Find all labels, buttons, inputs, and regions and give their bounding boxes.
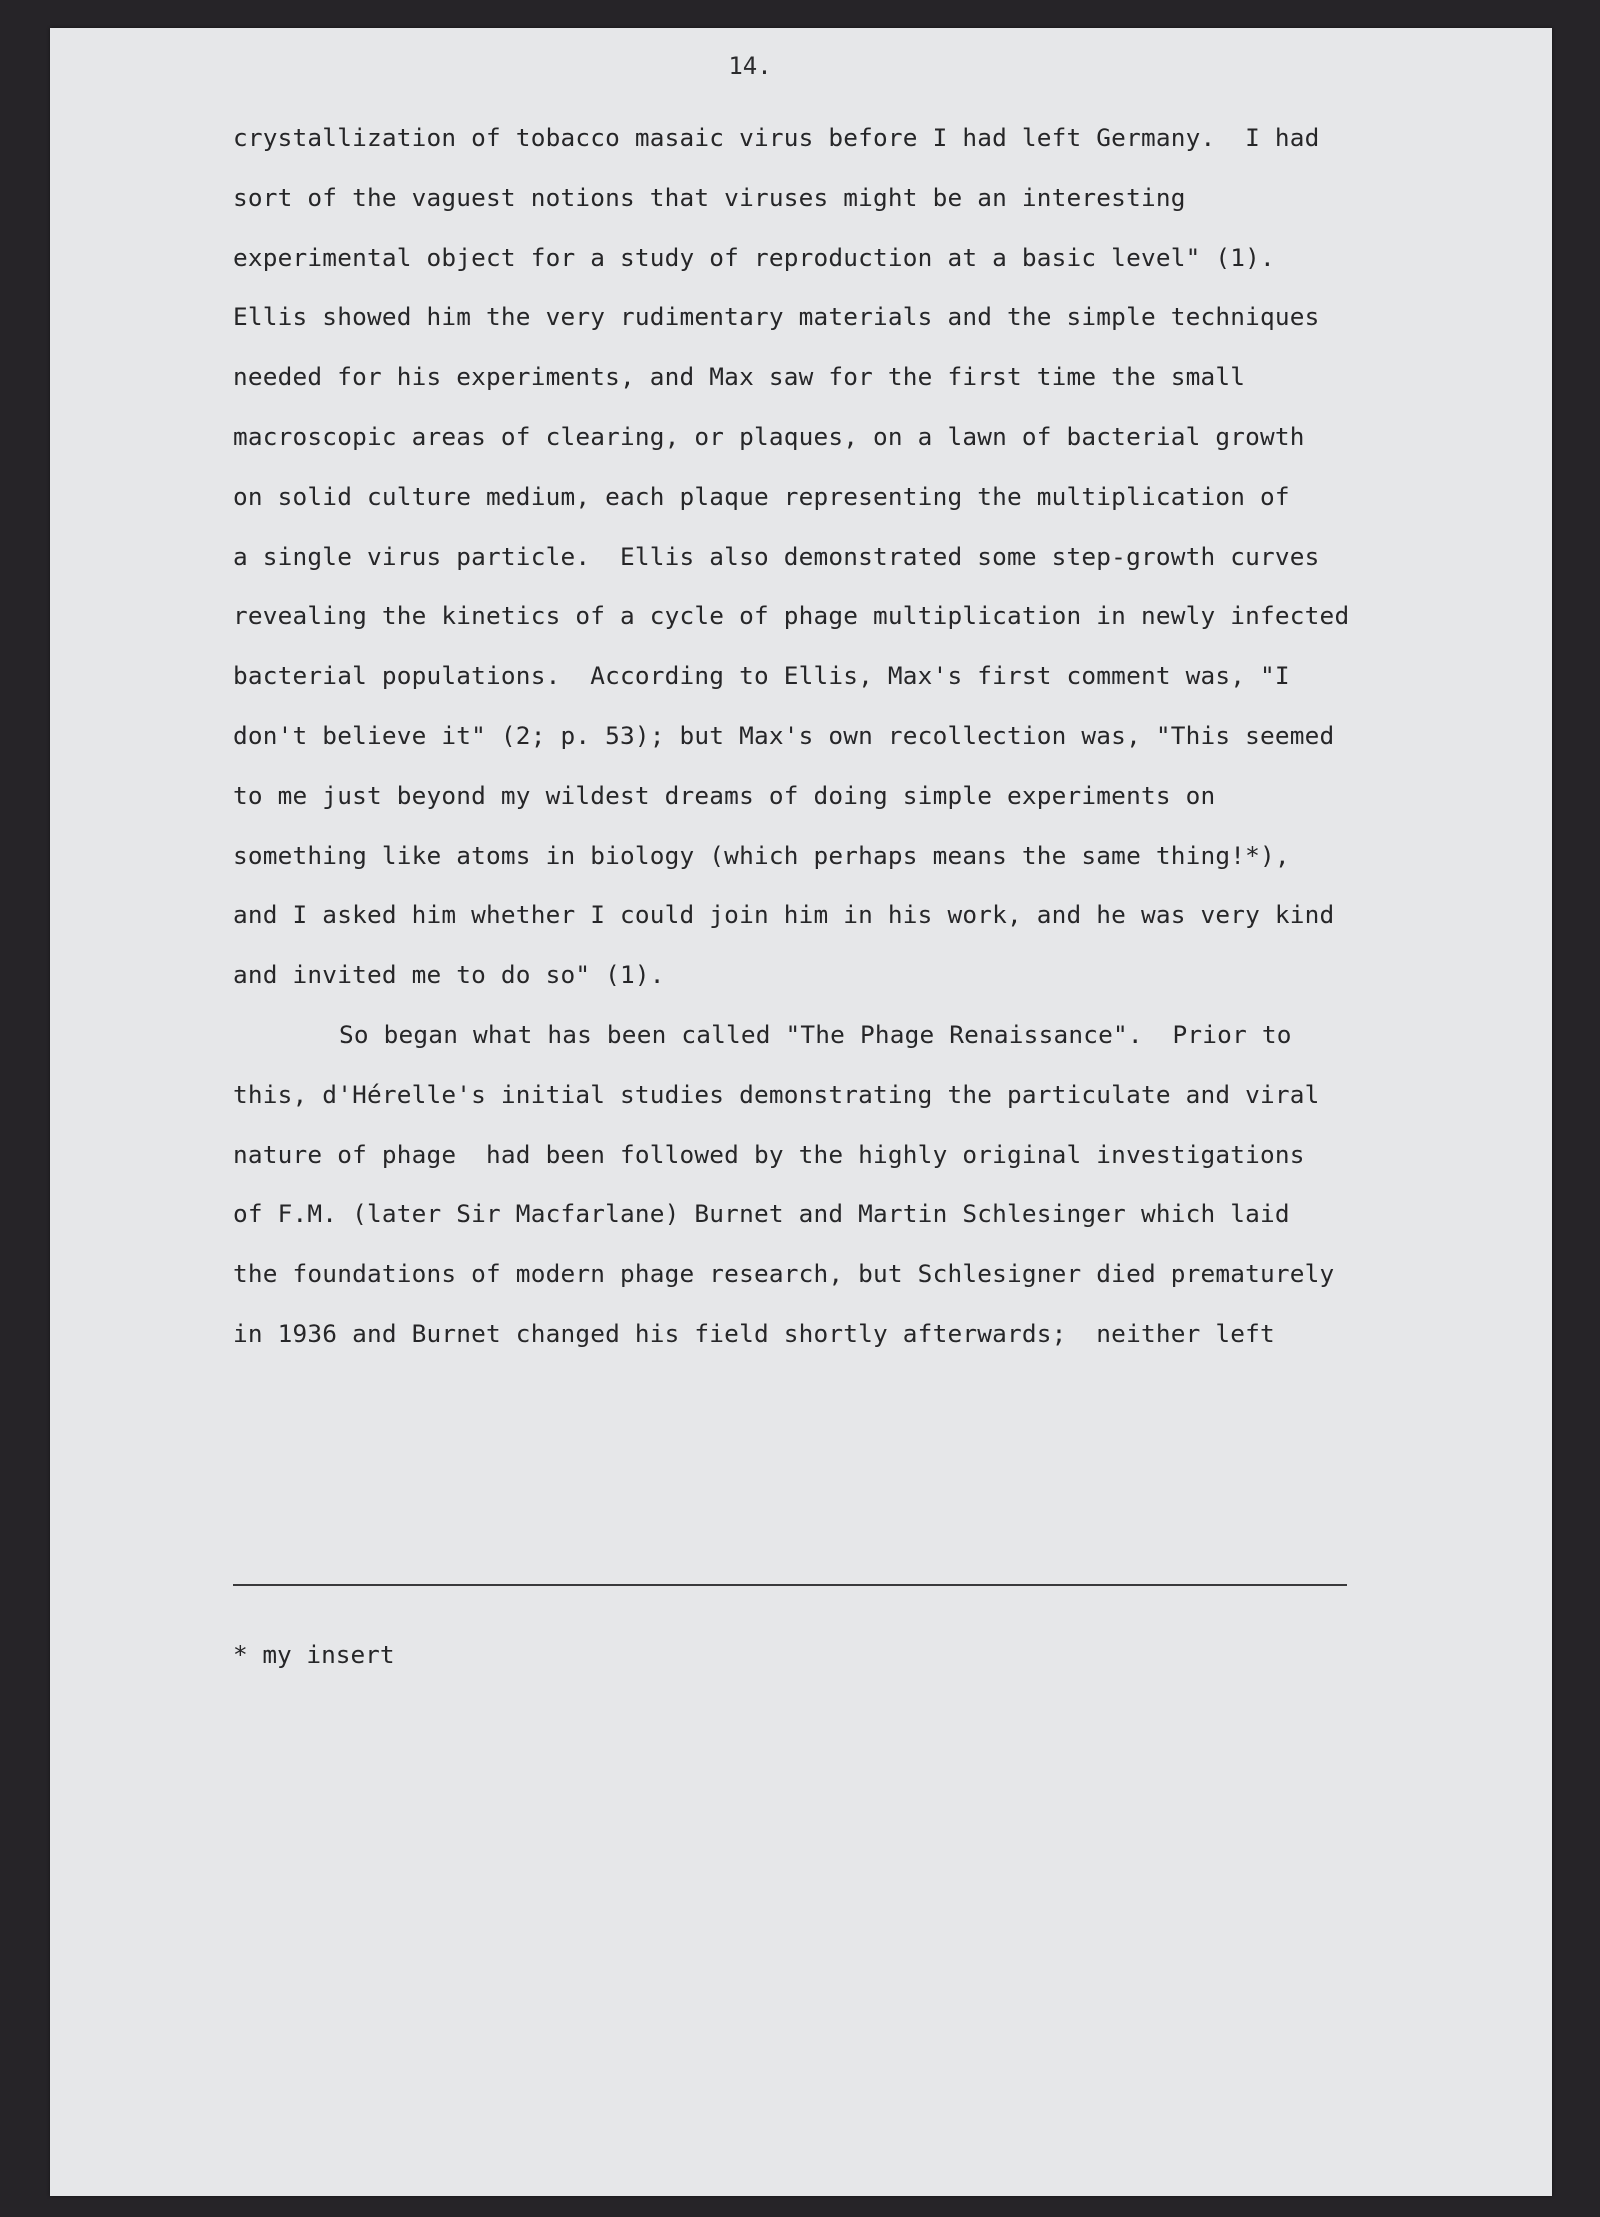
text-line: to me just beyond my wildest dreams of doing simple experiments on: [233, 780, 1216, 810]
text-line: macroscopic areas of clearing, or plaques, on a lawn of bacterial growth: [233, 421, 1305, 451]
text-line: the foundations of modern phage research, but Schlesigner died prematurely: [233, 1259, 1335, 1289]
text-line: something like atoms in biology (which perhaps means the same thing!*),: [233, 840, 1290, 870]
text-line: and I asked him whether I could join him in his work, and he was very kind: [233, 900, 1335, 930]
text-line: this, d'Hérelle's initial studies demonstrating the particulate and viral: [233, 1079, 1320, 1109]
text-line: experimental object for a study of reproduction at a basic level" (1).: [233, 242, 1275, 272]
text-line: on solid culture medium, each plaque representing the multiplication of: [233, 481, 1290, 511]
text-line: in 1936 and Burnet changed his field shortly afterwards; neither left: [233, 1318, 1275, 1348]
text-line: needed for his experiments, and Max saw for the first time the small: [233, 362, 1246, 392]
text-line: revealing the kinetics of a cycle of phage multiplication in newly infected: [233, 601, 1350, 631]
text-line: nature of phage had been followed by the highly original investigations: [233, 1139, 1305, 1169]
text-line: bacterial populations. According to Ellis, Max's first comment was, "I: [233, 661, 1290, 691]
footnote-divider: [233, 1584, 1347, 1586]
text-line: and invited me to do so" (1).: [233, 960, 665, 990]
paragraph-start-line: So began what has been called "The Phage Renaissance". Prior to: [339, 1019, 1292, 1049]
body-text: [233, 108, 1403, 1364]
text-line: Ellis showed him the very rudimentary materials and the simple techniques: [233, 302, 1320, 332]
text-line: don't believe it" (2; p. 53); but Max's own recollection was, "This seemed: [233, 720, 1335, 750]
text-line: a single virus particle. Ellis also demonstrated some step-growth curves: [233, 541, 1320, 571]
text-line: of F.M. (later Sir Macfarlane) Burnet and Martin Schlesinger which laid: [233, 1199, 1290, 1229]
text-line: crystallization of tobacco masaic virus before I had left Germany. I had: [233, 123, 1320, 152]
text-line: sort of the vaguest notions that viruses might be an interesting: [233, 182, 1186, 212]
page-number: 14.: [728, 52, 772, 80]
footnote: * my insert: [233, 1640, 395, 1669]
